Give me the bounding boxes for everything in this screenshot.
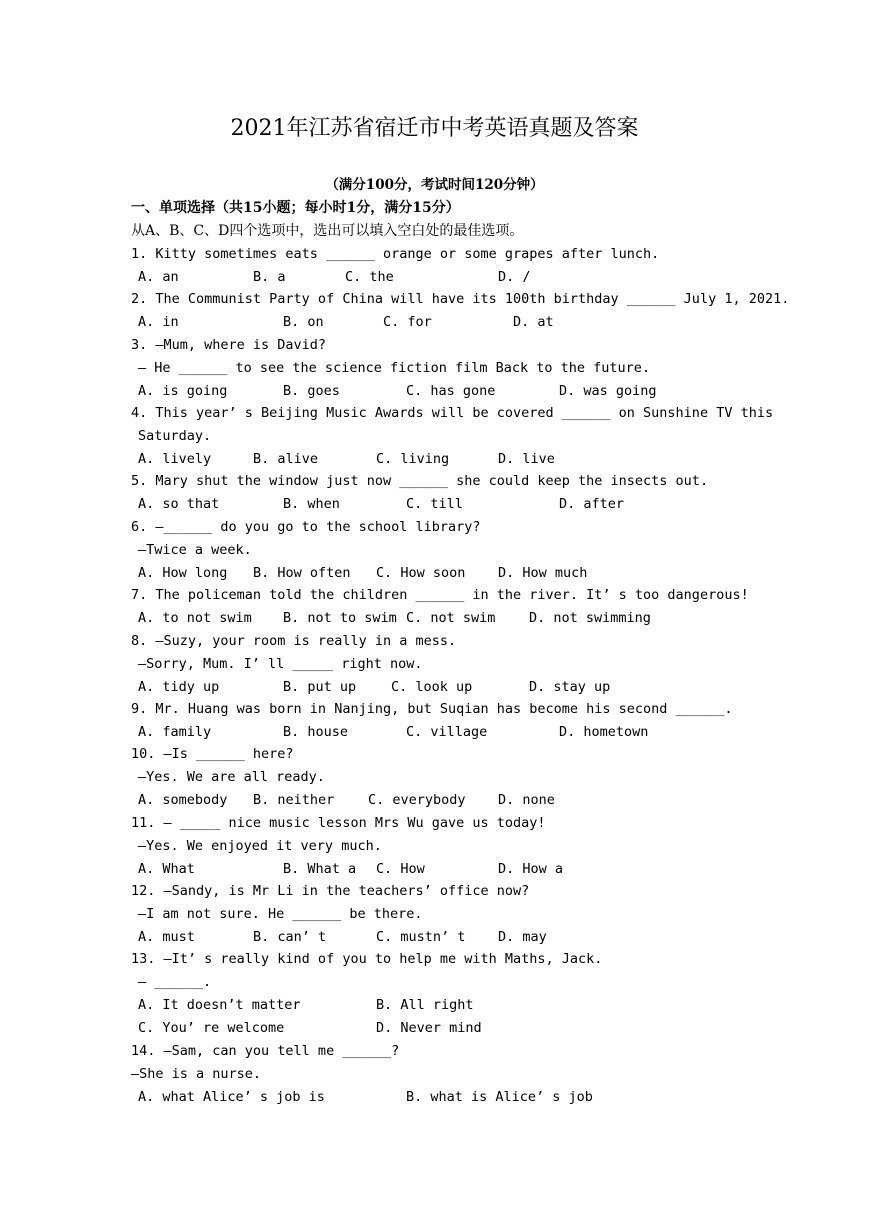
answer-option: A. somebody bbox=[138, 792, 228, 808]
answer-option: C. living bbox=[376, 451, 450, 467]
answer-options-row bbox=[0, 493, 869, 515]
question-dialogue-line: —I am not sure. He ______ be there. bbox=[138, 906, 423, 922]
question-stem: 3. —Mum, where is David? bbox=[131, 337, 327, 353]
answer-option: A. tidy up bbox=[138, 679, 220, 695]
answer-option: D. How much bbox=[498, 565, 588, 581]
answer-option: B. All right bbox=[376, 997, 474, 1013]
answer-option: A. what Alice’ s job is bbox=[138, 1089, 325, 1105]
answer-option: A. What bbox=[138, 861, 195, 877]
question-stem: 12. —Sandy, is Mr Li in the teachers’ office now? bbox=[131, 883, 530, 899]
answer-options-row bbox=[0, 994, 869, 1016]
answer-option: D. none bbox=[498, 792, 555, 808]
answer-option: B. goes bbox=[283, 383, 340, 399]
question-stem: 13. —It’ s really kind of you to help me with Maths, Jack. bbox=[131, 951, 603, 967]
question-stem: 8. —Suzy, your room is really in a mess. bbox=[131, 633, 457, 649]
answer-option: D. not swimming bbox=[529, 610, 651, 626]
answer-options-row bbox=[0, 1086, 869, 1108]
answer-options-row bbox=[0, 858, 869, 880]
answer-options-row bbox=[0, 607, 869, 629]
answer-option: A. How long bbox=[138, 565, 228, 581]
question-dialogue-line: —Yes. We enjoyed it very much. bbox=[138, 838, 382, 854]
answer-option: B. house bbox=[283, 724, 349, 740]
answer-options-row bbox=[0, 562, 869, 584]
answer-option: C. look up bbox=[391, 679, 473, 695]
answer-options-row bbox=[0, 926, 869, 948]
question-stem: 9. Mr. Huang was born in Nanjing, but Suqian has become his second ______. bbox=[131, 701, 733, 717]
answer-options-row bbox=[0, 676, 869, 698]
answer-option: B. not to swim bbox=[283, 610, 397, 626]
answer-option: D. stay up bbox=[529, 679, 611, 695]
answer-option: B. neither bbox=[253, 792, 335, 808]
answer-option: C. for bbox=[383, 314, 432, 330]
answer-option: D. / bbox=[498, 269, 531, 285]
answer-option: D. Never mind bbox=[376, 1020, 482, 1036]
answer-option: D. was going bbox=[559, 383, 657, 399]
answer-option: A. is going bbox=[138, 383, 228, 399]
answer-options-row bbox=[0, 721, 869, 743]
answer-option: A. It doesn’t matter bbox=[138, 997, 301, 1013]
answer-option: B. can’ t bbox=[253, 929, 327, 945]
answer-options-row bbox=[0, 1017, 869, 1039]
answer-option: C. not swim bbox=[406, 610, 496, 626]
question-stem: 11. — _____ nice music lesson Mrs Wu gave us today! bbox=[131, 815, 546, 831]
answer-option: B. How often bbox=[253, 565, 351, 581]
answer-options-row bbox=[0, 448, 869, 470]
answer-option: A. lively bbox=[138, 451, 212, 467]
answer-option: C. till bbox=[406, 496, 463, 512]
question-dialogue-line: —Yes. We are all ready. bbox=[138, 769, 325, 785]
question-stem: 14. —Sam, can you tell me ______? bbox=[131, 1043, 400, 1059]
answer-options-row bbox=[0, 380, 869, 402]
page-title: 2021年江苏省宿迁市中考英语真题及答案 bbox=[230, 116, 639, 141]
answer-option: D. hometown bbox=[559, 724, 649, 740]
answer-option: B. a bbox=[253, 269, 286, 285]
answer-option: D. How a bbox=[498, 861, 564, 877]
instruction-text: 从A、B、C、D四个选项中，选出可以填入空白处的最佳选项。 bbox=[131, 223, 524, 239]
question-stem: 7. The policeman told the children ______ in the river. It’ s too dangerous! bbox=[131, 587, 749, 603]
exam-subtitle: （满分100分，考试时间120分钟） bbox=[325, 177, 544, 193]
answer-option: A. so that bbox=[138, 496, 220, 512]
answer-option: C. mustn’ t bbox=[376, 929, 466, 945]
answer-option: D. live bbox=[498, 451, 555, 467]
answer-option: C. You’ re welcome bbox=[138, 1020, 285, 1036]
answer-option: C. everybody bbox=[368, 792, 466, 808]
answer-options-row bbox=[0, 789, 869, 811]
answer-option: C. How bbox=[376, 861, 425, 877]
answer-option: C. How soon bbox=[376, 565, 466, 581]
answer-option: D. at bbox=[513, 314, 554, 330]
question-stem: 2. The Communist Party of China will have its 100th birthday ______ July 1, 2021. bbox=[131, 291, 790, 307]
answer-option: B. when bbox=[283, 496, 340, 512]
question-dialogue-line: — He ______ to see the science fiction film Back to the future. bbox=[138, 360, 651, 376]
question-stem: 1. Kitty sometimes eats ______ orange or some grapes after lunch. bbox=[131, 246, 660, 262]
question-stem: 4. This year’ s Beijing Music Awards will be covered ______ on Sunshine TV this bbox=[131, 405, 774, 421]
answer-option: D. after bbox=[559, 496, 625, 512]
answer-option: A. family bbox=[138, 724, 212, 740]
answer-option: C. has gone bbox=[406, 383, 496, 399]
section-heading: 一、单项选择（共15小题；每小时1分，满分15分） bbox=[131, 200, 460, 216]
question-stem: 10. —Is ______ here? bbox=[131, 746, 294, 762]
answer-option: A. to not swim bbox=[138, 610, 252, 626]
question-dialogue-line: —Twice a week. bbox=[138, 542, 252, 558]
answer-options-row bbox=[0, 311, 869, 333]
answer-option: C. the bbox=[345, 269, 394, 285]
question-dialogue-line: —Sorry, Mum. I’ ll _____ right now. bbox=[138, 656, 423, 672]
answer-options-row bbox=[0, 266, 869, 288]
answer-option: B. on bbox=[283, 314, 324, 330]
answer-option: B. what is Alice’ s job bbox=[406, 1089, 593, 1105]
answer-option: B. What a bbox=[283, 861, 357, 877]
question-dialogue-line: — ______. bbox=[138, 974, 212, 990]
answer-option: D. may bbox=[498, 929, 547, 945]
answer-option: A. in bbox=[138, 314, 179, 330]
question-dialogue-line: Saturday. bbox=[138, 428, 212, 444]
answer-option: B. put up bbox=[283, 679, 357, 695]
answer-option: A. must bbox=[138, 929, 195, 945]
question-dialogue-line: —She is a nurse. bbox=[131, 1066, 262, 1082]
answer-option: B. alive bbox=[253, 451, 319, 467]
question-stem: 5. Mary shut the window just now ______ she could keep the insects out. bbox=[131, 473, 709, 489]
answer-option: C. village bbox=[406, 724, 488, 740]
question-stem: 6. —______ do you go to the school library? bbox=[131, 519, 481, 535]
answer-option: A. an bbox=[138, 269, 179, 285]
